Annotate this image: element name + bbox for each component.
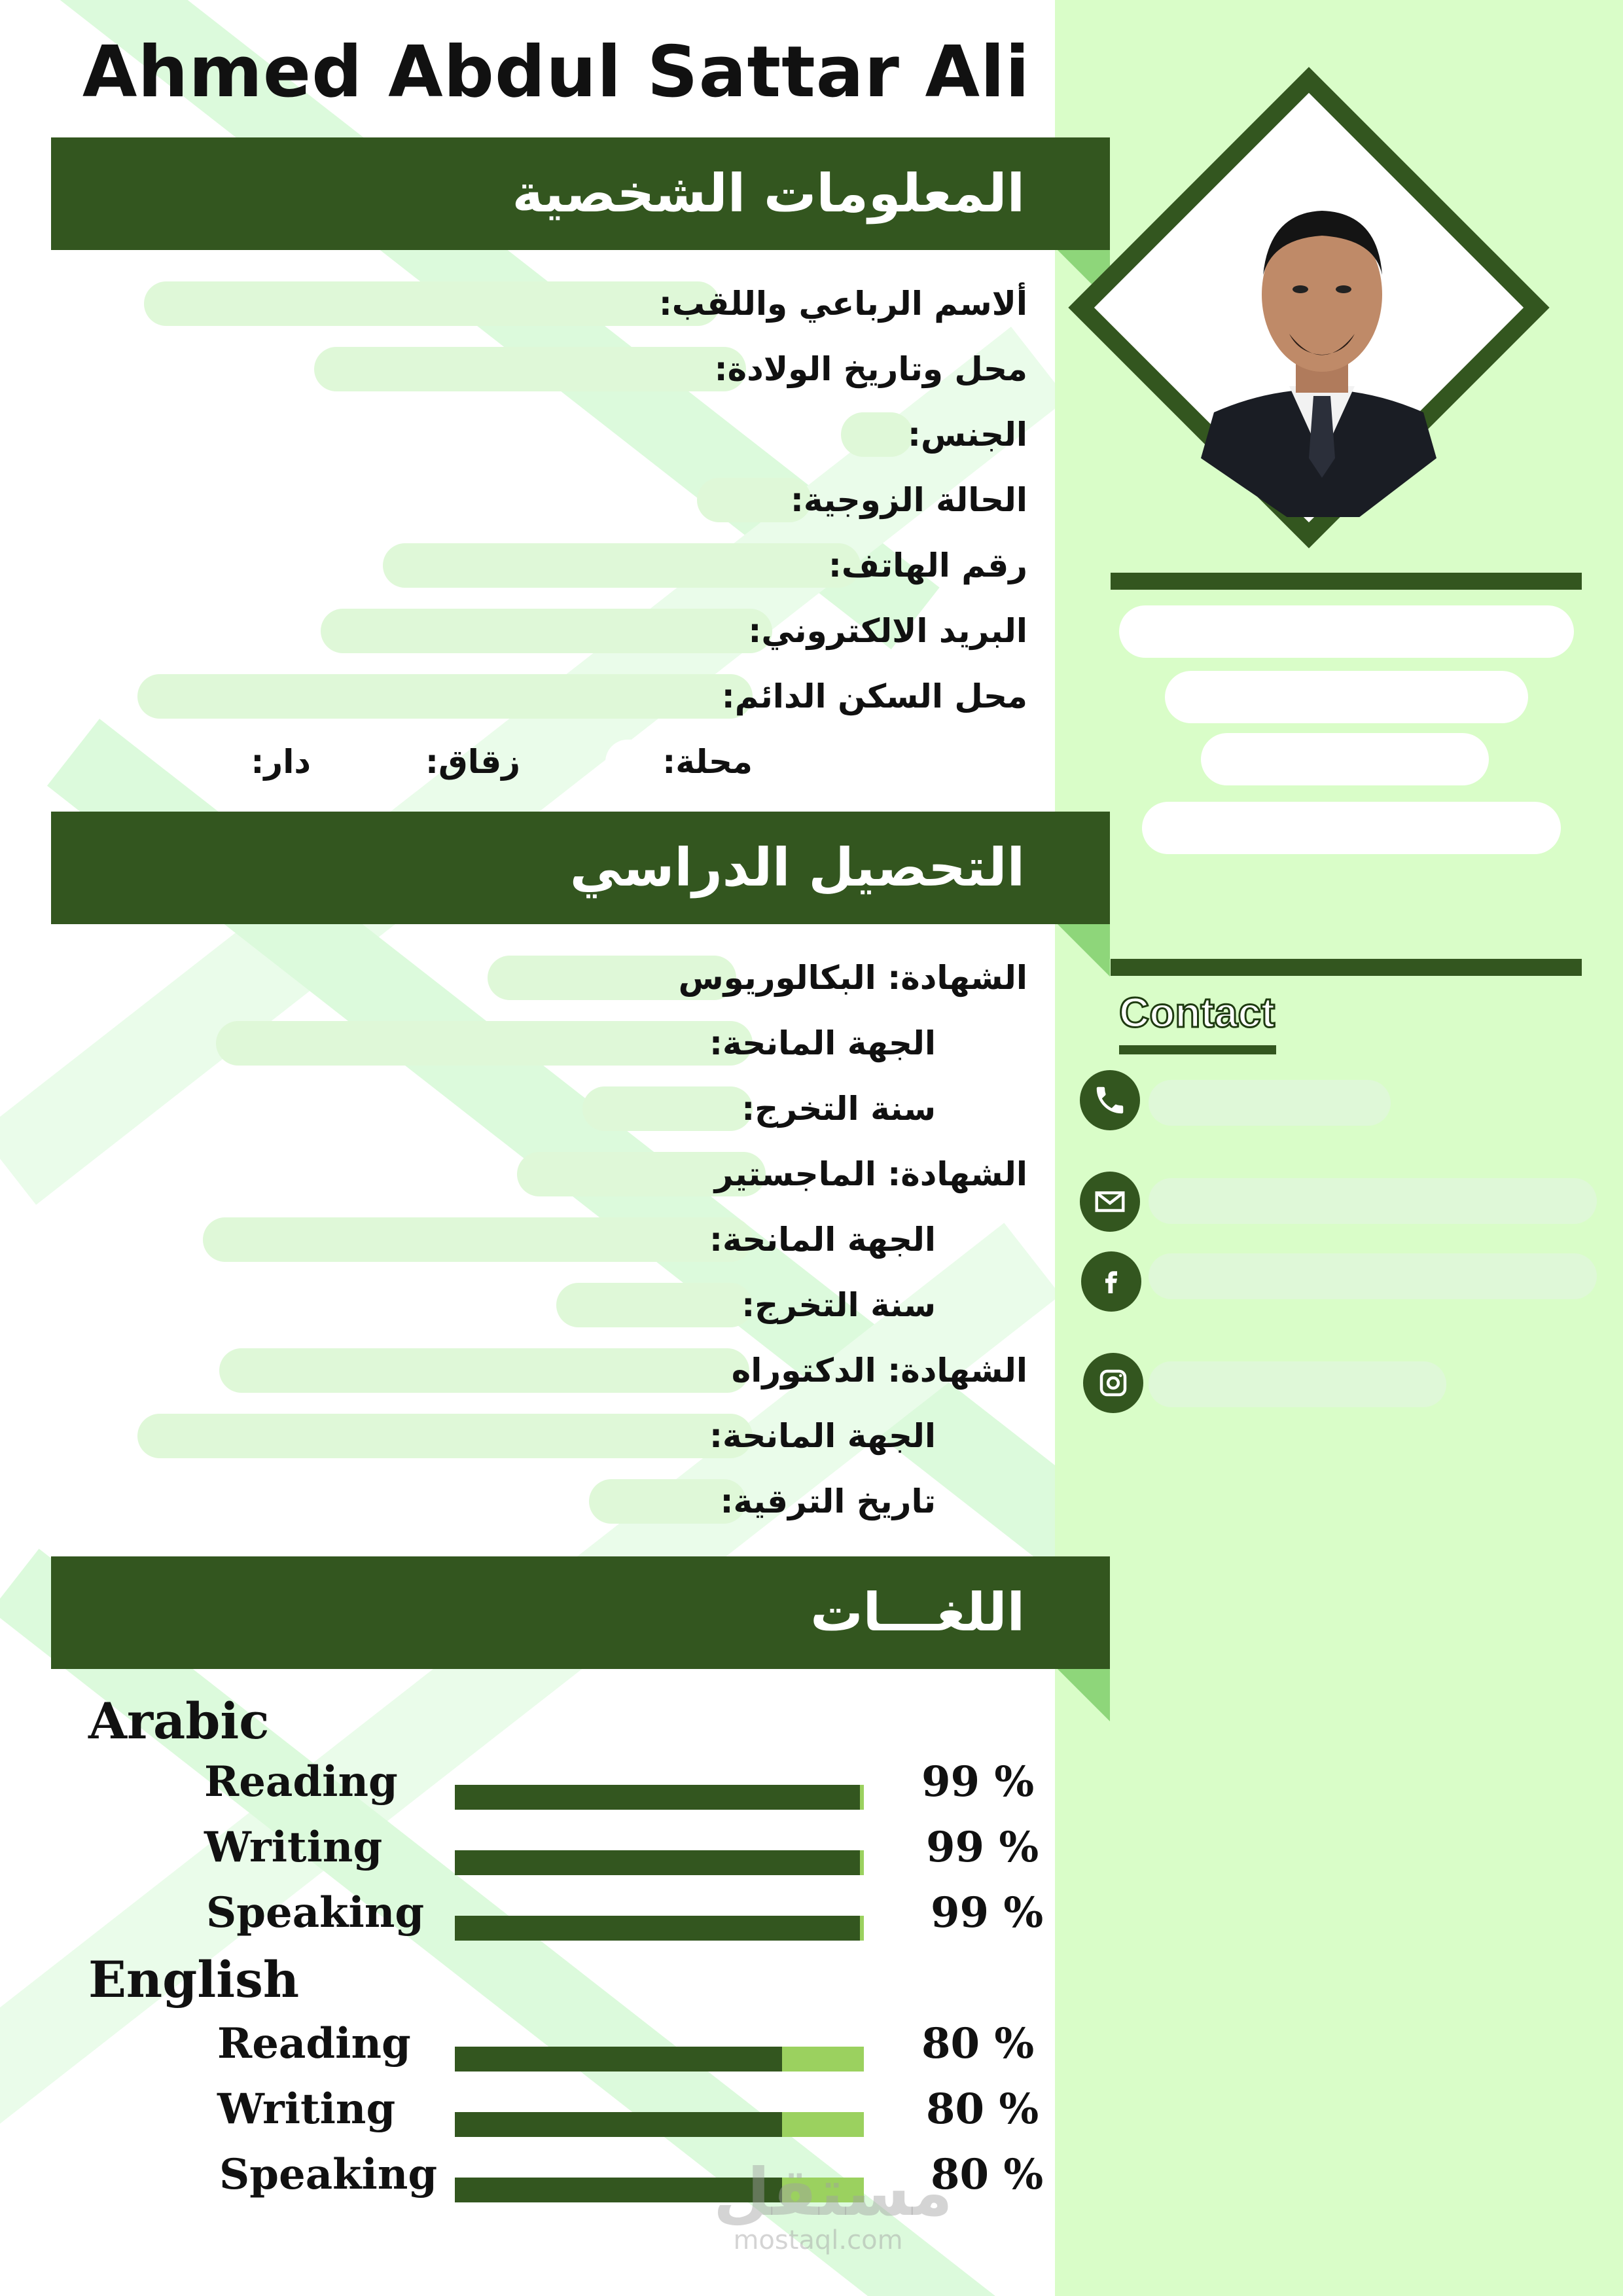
contact-title: Contact — [1119, 989, 1275, 1036]
skill-bar-fill — [455, 1785, 860, 1810]
section-banner-languages — [51, 1556, 1110, 1669]
degree-label: الشهادة: — [887, 1155, 1027, 1193]
field-alley: زقاق: — [425, 743, 520, 781]
field-issuer: الجهة المانحة: — [709, 1221, 936, 1259]
redacted-value — [203, 1217, 753, 1262]
language-name: Arabic — [88, 1692, 270, 1750]
contact-underline — [1119, 1045, 1276, 1054]
redacted-value — [1119, 605, 1574, 658]
degree-label: الشهادة: — [887, 959, 1027, 997]
field-gender: الجنس: — [907, 416, 1027, 454]
field-district: محلة: — [662, 743, 753, 781]
field-issuer: الجهة المانحة: — [709, 1417, 936, 1455]
skill-label: Speaking — [219, 2150, 438, 2199]
redacted-value — [137, 674, 753, 719]
field-house: دار: — [251, 743, 311, 781]
instagram-icon[interactable] — [1083, 1353, 1143, 1413]
skill-percent: 80 % — [931, 2150, 1044, 2199]
section-title: اللغـــات — [810, 1582, 1025, 1643]
skill-bar-fill — [455, 1850, 860, 1875]
field-graduation: سنة التخرج: — [741, 1286, 936, 1324]
skill-label: Writing — [217, 2085, 396, 2134]
skill-bar — [455, 1785, 864, 1810]
field-graduation: سنة التخرج: — [741, 1090, 936, 1128]
redacted-value — [1149, 1253, 1597, 1299]
skill-bar-fill — [455, 1916, 860, 1941]
skill-percent: 80 % — [926, 2085, 1039, 2134]
section-title: المعلومات الشخصية — [512, 163, 1025, 224]
field-birth: محل وتاريخ الولادة: — [714, 350, 1027, 388]
redacted-value — [1149, 1178, 1597, 1224]
skill-bar — [455, 1916, 864, 1941]
redacted-value — [314, 347, 746, 391]
field-phone: رقم الهاتف: — [828, 547, 1027, 584]
watermark-arabic: مستقل — [713, 2154, 953, 2231]
field-full-name: ألاسم الرباعي واللقب: — [658, 285, 1027, 323]
redacted-value — [1165, 671, 1528, 723]
redacted-value — [1142, 802, 1561, 854]
divider — [1111, 959, 1582, 976]
language-name: English — [88, 1950, 300, 2009]
skill-label: Writing — [204, 1823, 383, 1872]
degree-value: الماجستير — [714, 1155, 876, 1193]
field-degree-master — [715, 1155, 1027, 1193]
section-banner-personal — [51, 137, 1110, 250]
redacted-value — [841, 412, 913, 457]
watermark-latin: mostaql.com — [733, 2225, 903, 2255]
watermark-logo — [713, 2154, 953, 2255]
redacted-value — [605, 740, 671, 784]
redacted-value — [216, 1021, 753, 1066]
redacted-value — [137, 1414, 753, 1458]
skill-bar — [455, 2112, 864, 2137]
redacted-value — [383, 543, 861, 588]
skill-bar — [455, 1850, 864, 1875]
degree-value: الدكتوراه — [731, 1352, 876, 1390]
mail-icon[interactable] — [1080, 1172, 1140, 1232]
skill-percent: 99 % — [921, 1757, 1035, 1806]
degree-label: الشهادة: — [887, 1352, 1027, 1390]
skill-percent: 99 % — [931, 1888, 1044, 1937]
page-title: Ahmed Abdul Sattar Ali — [82, 31, 1031, 113]
skill-label: Speaking — [206, 1888, 425, 1937]
redacted-value — [1201, 733, 1489, 785]
field-email: البريد الالكتروني: — [748, 612, 1027, 650]
skill-bar-fill — [455, 2112, 782, 2137]
skill-label: Reading — [217, 2019, 411, 2068]
field-residence: محل السكن الدائم: — [721, 677, 1027, 715]
field-promotion: تاريخ الترقية: — [720, 1482, 936, 1520]
redacted-value — [1149, 1080, 1391, 1126]
field-marital: الحالة الزوجية: — [790, 481, 1027, 519]
divider — [1111, 573, 1582, 590]
redacted-value — [556, 1283, 753, 1327]
redacted-value — [1149, 1361, 1446, 1407]
redacted-value — [144, 281, 720, 326]
skill-bar-fill — [455, 2047, 782, 2072]
skill-percent: 80 % — [921, 2019, 1035, 2068]
field-degree-phd — [732, 1352, 1027, 1390]
banner-tab — [1058, 924, 1110, 977]
skill-percent: 99 % — [926, 1823, 1039, 1872]
field-degree-bachelor — [679, 959, 1027, 997]
avatar — [1149, 151, 1495, 517]
section-banner-education — [51, 812, 1110, 924]
redacted-value — [582, 1086, 753, 1131]
skill-label: Reading — [204, 1757, 398, 1806]
skill-bar — [455, 2047, 864, 2072]
redacted-value — [321, 609, 772, 653]
field-issuer: الجهة المانحة: — [709, 1024, 936, 1062]
facebook-icon[interactable] — [1081, 1251, 1141, 1312]
redacted-value — [219, 1348, 749, 1393]
banner-tab — [1058, 1669, 1110, 1721]
degree-value: البكالوريوس — [678, 959, 876, 997]
section-title: التحصيل الدراسي — [569, 837, 1025, 898]
phone-icon[interactable] — [1080, 1070, 1140, 1130]
